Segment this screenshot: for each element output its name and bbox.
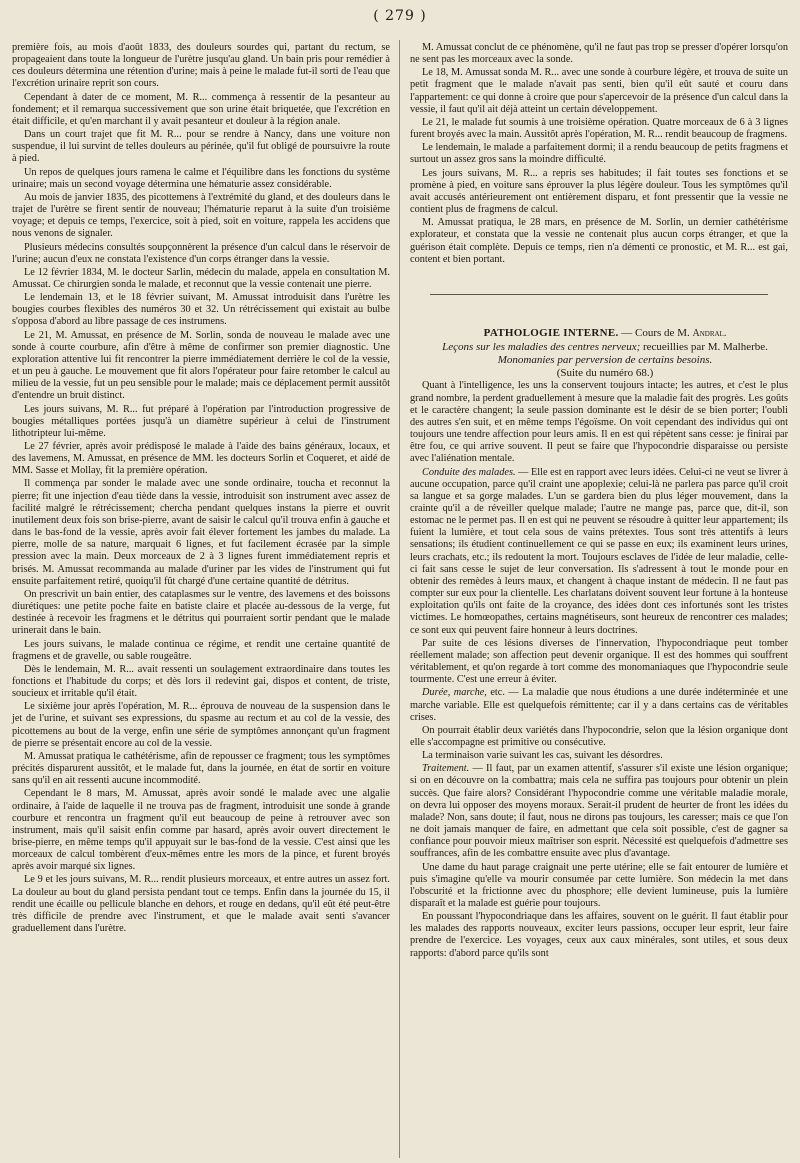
paragraph: Les jours suivans, M. R... fut préparé à l'opération par l'introduction progressive de bougies métalliques portées jusqu'à un diamètre supérieur à celui de l'instrument lithotripteur lui-même. — [12, 403, 390, 439]
lecture-title: Leçons sur les maladies des centres nerveux; — [442, 340, 641, 353]
course-label: — Cours de M. — [621, 326, 690, 339]
lecture-recorder: recueillies par M. Malherbe. — [640, 340, 768, 353]
lecture-subtitle — [410, 341, 788, 353]
paragraph — [410, 380, 788, 465]
paragraph: première fois, au mois d'août 1833, des douleurs sourdes qui, partant du rectum, se propageaient dans toute la longueur de l'urètre jusqu'au gland. Un bain pris pour remédier à ces douleurs détermina une rétention d'urine; mais à peine le malade fut-il sorti de l'eau que l'excrétion urinaire reprit son cours. — [12, 42, 390, 90]
paragraph: Le lendemain 13, et le 18 février suivant, M. Amussat introduisit dans l'urètre les bougies courbes flexibles des numéros 30 et 32. Un rétrécissement qui existait au bulbe s'opposa d'abord au libre passage de ces instrumens. — [12, 292, 390, 328]
paragraph: Cependant le 8 mars, M. Amussat, après avoir sondé le malade avec une algalie ordinaire, à l'aide de laquelle il ne trouva pas de fragment, introduisit une sonde à grande courbure et rencontra un fragment qu'il eut beaucoup de peine à retrouver avec son instrument, mais qu'il saisit enfin comme par hasard, après avoir ouvert directement le brise-pierre, en même temps qu'il appuyait sur le bas-fond de la vessie. C'est ainsi que les morceaux de calcul tombèrent d'eux-mêmes entre les mors de la pince, et furent broyés après avoir marqué six lignes. — [12, 788, 390, 873]
paragraph: Dès le lendemain, M. R... avait ressenti un soulagement extraordinaire dans toutes les fonctions et l'habitude du corps; et dès lors il redevint gai, dispos et content, de triste, soucieux et irritable qu'il était. — [12, 663, 390, 700]
paragraph: Le 27 février, après avoir prédisposé le malade à l'aide des bains généraux, locaux, et des lavemens, M. Amussat, en présence de MM. les docteurs Sorlin et Coqueret, et aidé de MM. Sasse et Mollay, fit la première opération. — [12, 441, 390, 477]
paragraph — [410, 638, 788, 687]
paragraph: On prescrivit un bain entier, des cataplasmes sur le ventre, des lavemens et des boissons diurétiques: une petite poche faite en batiste claire et placée au-dessous de la verge, fut destinée à recevoir les fragmens et le détritus qui pourraient sortir pendant que le malade urinerait dans le bain. — [12, 588, 390, 637]
paragraph: Le 12 février 1834, M. le docteur Sarlin, médecin du malade, appela en consultation M. Amussat. Ce chirurgien sonda le malade, et reconnut que la vessie contenait une pierre. — [12, 266, 390, 290]
paragraph: Dans un court trajet que fit M. R... pour se rendre à Nancy, dans une voiture non suspendue, il lui survint de telles douleurs au périnée, qu'il fut obligé de poursuivre la route à pied. — [12, 129, 390, 165]
paragraph — [410, 911, 788, 960]
topic-title-text: Monomanies par perversion de certains besoins. — [497, 354, 713, 367]
paragraph: Le 18, M. Amussat sonda M. R... avec une sonde à courbure légère, et trouva de suite un petit fragment que le malade n'avait pas senti, bien qu'il eût sauté et couru dans l'appartement: ce qui donne à croire que pour s'apercevoir de la présence d'un calcul dans la vessie, il faut qu'il ait déjà atteint un certain développement. — [410, 67, 788, 115]
paragraph — [410, 467, 788, 637]
paragraph: Le sixième jour après l'opération, M. R... éprouva de nouveau de la suspension dans le jet de l'urine, et suivant ses expressions, du spasme au rectum et au col de la vessie, des picottemens au bout de la verge, enfin une série de symptômes annonçant qu'un fragment de pierre se présentait encore au col de la vessie. — [12, 701, 390, 749]
paragraph: Les jours suivans, M. R... a repris ses habitudes; il fait toutes ses fonctions et se promène à pied, en voiture sans éprouver la plus légère douleur. Tous les symptômes qu'il avait accusés antérieurement ont entièrement disparu, et font pressentir que la vessie ne contient plus de fragmens de calcul. — [410, 167, 788, 216]
article-separator — [430, 294, 768, 295]
paragraph: M. Amussat conclut de ce phénomène, qu'il ne faut pas trop se presser d'opérer lorsqu'on ne sent pas les morceaux avec la sonde. — [410, 42, 788, 66]
paragraph-text: Par suite de ces lésions diverses de l'innervation, l'hypocondriaque peut tomber réellement malade; son affection peut devenir organique. Il est des hommes qui souffrent véritablement, et qu'on regarde à tort comme des monomaniaques que l'hypocondrie seule tourmente. C'est une erreur à éviter. — [410, 637, 788, 686]
paragraph: M. Amussat pratiqua le cathétérisme, afin de repousser ce fragment; tous les symptômes précités disparurent aussitôt, et le malade fut, dans la journée, en état de sortir en voiture sans qu'il en ait ressenti aucune incommodité. — [12, 750, 390, 787]
paragraph-lead: Durée, marche, — [422, 687, 487, 699]
paragraph-text: Quant à l'intelligence, les uns la conservent toujours intacte; les autres, et c'est le plus grand nombre, la perdent graduellement à mesure que la maladie fait des progrès. Les goûts et le caractère changent; la seule passion dominante est le désir de se bien porter; l'oubli des autres s'en suit, et en même temps l'égoïsme. On voit cependant des individus qui ont toujours une tendre affection pour leurs amis. Il en est qui répètent sans cesse: je finirai par être fou, ce qui arrive souvent. Il peut se faire que l'hypocondrie disparaisse ou persiste avec l'aliénation mentale. — [410, 380, 788, 465]
paragraph — [410, 750, 788, 762]
paragraph-lead: Traitement. — [422, 763, 470, 775]
left-column — [12, 42, 390, 936]
article-heading — [410, 327, 788, 340]
page-number: ( 279 ) — [373, 8, 427, 24]
paragraph-text: En poussant l'hypocondriaque dans les affaires, souvent on le guérit. Il faut établir pour les malades des rapports nouveaux, exciter leurs passions, occuper leur esprit, leur faire prendre de l'exercice. Les voyages, ceux aux caux minérales, sont utiles, et sous deux rapports: d'abord parce qu'ils sont — [410, 911, 788, 959]
paragraph: Plusieurs médecins consultés soupçonnèrent la présence d'un calcul dans le réservoir de l'urine; aucun d'eux ne constata l'existence d'un corps étranger dans la vessie. — [12, 241, 390, 265]
article-body — [410, 380, 788, 959]
paragraph — [410, 687, 788, 723]
paragraph: Un repos de quelques jours ramena le calme et l'équilibre dans les fonctions du système urinaire; mais un second voyage détermina une hématurie assez considérable. — [12, 166, 390, 190]
paragraph: Le lendemain, le malade a parfaitement dormi; il a rendu beaucoup de petits fragmens et surtout un assez gros sans la moindre difficulté. — [410, 142, 788, 166]
paragraph: Le 21, le malade fut soumis à une troisième opération. Quatre morceaux de 6 à 3 lignes furent broyés avec la main. Aussitôt après l'opération, M. R... rendit beaucoup de fragmens. — [410, 116, 788, 141]
paragraph — [410, 862, 788, 911]
paragraph — [410, 763, 788, 860]
paragraph: Il commença par sonder le malade avec une sonde ordinaire, toucha et reconnut la pierre; fit une injection d'eau tiède dans la vessie, introduisit son instrument avec assez de facilité malgré le rétrécissement; chercha pendant quelques instans la pierre et ouvrit inutilement deux fois son brise-pierre, avant de saisir le calcul qu'il trouva enfin à gauche et dans le bas-fond de la vessie, après avoir fait élever fortement les jambes du malade. La pierre, molle de sa nature, marquait 6 lignes, et fut facilement écrasée par la simple pression avec la main. Deux morceaux de 2 à 3 lignes furent immédiatement repris et brisés. M. Amussat recommanda au malade d'uriner par les vides de l'instrument qui fut ensuite parfaitement retiré, quoiqu'il fût chargé d'une certaine quantité de détritus. — [12, 478, 390, 587]
paragraph: Le 21, M. Amussat, en présence de M. Sorlin, sonda de nouveau le malade avec une sonde à courte courbure, afin d'être à même de confirmer son premier diagnostic. Une exploration attentive lui fit rencontrer la pierre immédiatement derrière le col de la vessie, et un peu à gauche. Le mouvement que fit alors l'opérateur pour faire retomber le calcul au milieu de la vessie, fut un peu sensible pour le malade; mais ce déplacement permit aussitôt d'entendre un bruit distinct. — [12, 329, 390, 402]
right-column — [410, 42, 788, 961]
paragraph: Au mois de janvier 1835, des picottemens à l'extrémité du gland, et des douleurs dans le trajet de l'urètre se firent sentir de nouveau; l'hématurie reparut à la suite d'un troisième voyage; et depuis ce temps, l'exercice, soit à pied, soit en voiture, rappela les accidens que nous venons de signaler. — [12, 191, 390, 240]
professor-name: Andral. — [692, 327, 727, 339]
paragraph-text: — Il faut, par un examen attentif, s'assurer s'il existe une lésion organique; si on en découvre on la combattra; mais cela ne suffira pas toujours pour obtenir un plein succès. Que faire alors? Considérant l'hypocondrie comme une véritable maladie morale, on devra lui opposer des moyens moraux. Serait-il prudent de heurter de front les idées du malade? Non, sans doute; il faut, nous ne dirons pas toujours, les caresser; mais ce que l'on ne doit jamais manquer de faire, en admettant que cela soit possible, c'est de gagner sa confiance pour pouvoir mieux maîtriser son esprit. Nécessité est quelquefois d'admettre ses souffrances, afin de les combattre ensuite avec plus d'avantage. — [410, 763, 788, 860]
paragraph — [410, 725, 788, 749]
topic-title — [410, 354, 788, 366]
section-title: PATHOLOGIE INTERNE. — [483, 326, 619, 339]
paragraph-text: On pourrait établir deux variétés dans l'hypocondrie, selon que la lésion organique dont elle s'accompagne est primitive ou consécutive. — [410, 724, 788, 748]
continuation-note: (Suite du numéro 68.) — [556, 367, 654, 380]
paragraph: Le 9 et les jours suivans, M. R... rendit plusieurs morceaux, et entre autres un assez fort. La douleur au bout du gland persista pendant tout ce temps. Enfin dans la journée du 15, il rendit une écaille ou pellicule blanche en dehors, et rouge en dedans, qu'il eût été peut-être très difficile de prendre avec l'instrument, et que le malade avait senti s'avancer graduellement dans l'urètre. — [12, 874, 390, 935]
paragraph-text: Une dame du haut parage craignait une perte utérine; elle se fait entourer de lumière et puis s'imagine qu'elle va mourir consumée par cette lumière. Son médecin la met dans l'obscurité et la frictionne avec du phosphore; elle devient lumineuse, puis la lumière disparaît et la malade est guérie pour toujours. — [410, 861, 788, 909]
case-report-conclusion — [410, 42, 788, 266]
paragraph-lead: Conduite des malades. — [422, 466, 516, 478]
paragraph: Les jours suivans, le malade continua ce régime, et rendit une certaine quantité de fragmens et de gravelle, ou sable rougeâtre. — [12, 638, 390, 662]
paragraph-text: etc. — La maladie que nous étudions a une durée indéterminée et une marche variable. Elle est quelquefois rémittente; car il y a dans certains cas de véritables crises. — [410, 687, 788, 723]
paragraph: M. Amussat pratiqua, le 28 mars, en présence de M. Sorlin, un dernier cathétérisme explorateur, et constata que la vessie ne contenait plus aucun corps étranger, et que la guérison était complète. Depuis ce temps, rien n'a démenti ce pronostic, et M. R... est gai, content et bien portant. — [410, 217, 788, 265]
paragraph-text: — Elle est en rapport avec leurs idées. Celui-ci ne veut se livrer à aucune occupation, parce qu'il craint une apoplexie; celui-là ne parlera pas parce qu'il croit sa langue et sa gorge malades. L'un se gardera bien du plus léger mouvement, dans la crainte qu'il a de réveiller quelque malade; l'autre ne mange pas, parce que, dit-il, son estomac ne le permet pas. Il en est qui ne peuvent se résoudre à quitter leur appartement; ils fuient la lumière, et tout cela sous de vains prétextes. Tous sont très attentifs à leurs sensations; ils étudient continuellement ce qui se passe en eux; ils examinent leurs urines, leurs crachats, etc.; ils redoutent la mort. Toujours esclaves de l'idée de leur maladie, celle-ci fait sans cesse le sujet de leur conversation. Ils s'adressent à tout le monde pour en obtenir des remèdes à leurs maux, et changent à chaque instant de médecin. Il ne faut pas compter sur eux pour la clientelle. Les charlatans doivent souvent leur fortune à la honteuse exploitation qu'ils ont faite de la croyance, des idées dont ces infortunés sont les tristes victimes. Le homœopathes, certains magnétiseurs, sont heureux de rencontrer ces malades; ce sont eux qui peuvent faire honneur à leurs doctrines. — [410, 466, 789, 636]
column-divider — [399, 40, 400, 1158]
paragraph: Cependant à dater de ce moment, M. R... commença à ressentir de la pesanteur au fondement; et il remarqua successivement que son urine était briquetée, que l'excrétion en était difficile, et qu'en marchant il y avait pesanteur et douleur à la région anale. — [12, 91, 390, 127]
paragraph-text: La terminaison varie suivant les cas, suivant les désordres. — [422, 750, 663, 762]
